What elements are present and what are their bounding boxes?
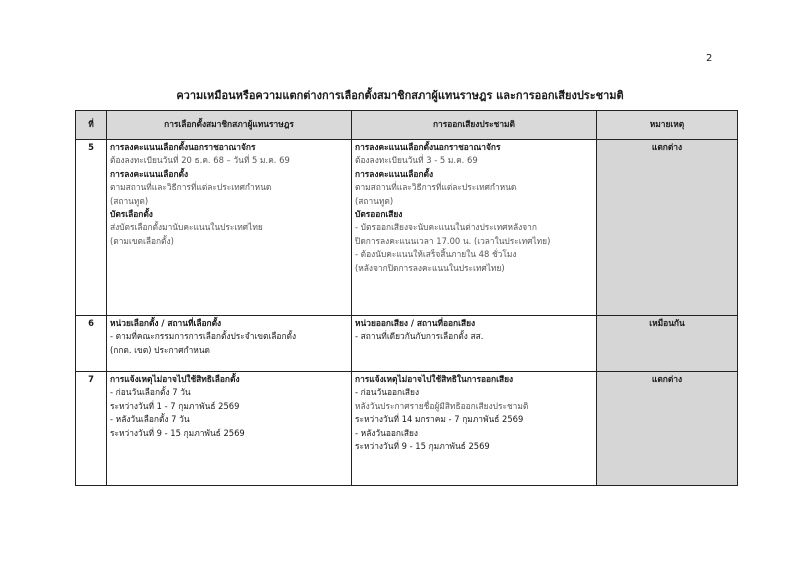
- text-line: - ก่อนวันเลือกตั้ง 7 วัน: [110, 387, 191, 398]
- text-line: ระหว่างวันที่ 9 - 15 กุมภาพันธ์ 2569: [110, 427, 245, 438]
- section-heading: การแจ้งเหตุไม่อาจไปใช้สิทธิในการออกเสียง: [355, 374, 514, 384]
- text-line: - ตามที่คณะกรรมการการเลือกตั้งประจำเขตเลือกตั้ง: [110, 331, 297, 342]
- section-heading: บัตรเลือกตั้ง: [110, 209, 153, 220]
- text-line: - สถานที่เดียวกันกับการเลือกตั้ง สส.: [355, 331, 484, 342]
- table-header-row: [76, 111, 738, 140]
- text-line: - หลังวันออกเสียง: [355, 427, 418, 438]
- header-election: การเลือกตั้งสมาชิกสภาผู้แทนราษฎร: [107, 111, 352, 140]
- header-remark: หมายเหตุ: [597, 111, 738, 140]
- text-line: (สถานทูต): [355, 195, 394, 206]
- text-line: (ตามเขตเลือกตั้ง): [110, 235, 174, 246]
- text-line: ตามสถานที่และวิธีการที่แต่ละประเทศกำหนด: [110, 182, 272, 193]
- row-number: 6: [76, 316, 107, 372]
- row-number: 5: [76, 140, 107, 316]
- row-number: 7: [76, 372, 107, 486]
- section-heading: การลงคะแนนเลือกตั้งนอกราชอาณาจักร: [110, 142, 256, 152]
- table-row: [76, 316, 738, 372]
- text-line: - บัตรออกเสียงจะนับคะแนนในต่างประเทศหลังจาก: [355, 222, 537, 233]
- section-heading: บัตรออกเสียง: [355, 209, 403, 220]
- header-referendum: การออกเสียงประชามติ: [352, 111, 597, 140]
- text-line: ระหว่างวันที่ 1 - 7 กุมภาพันธ์ 2569: [110, 400, 240, 411]
- page-number: 2: [706, 53, 713, 64]
- election-cell: [107, 140, 352, 316]
- section-heading: การลงคะแนนเลือกตั้ง: [110, 168, 189, 179]
- text-line: (สถานทูต): [110, 195, 149, 206]
- table-row: [76, 140, 738, 316]
- text-line: - ก่อนวันออกเสียง: [355, 387, 420, 398]
- section-heading: หน่วยเลือกตั้ง / สถานที่เลือกตั้ง: [110, 318, 222, 328]
- comparison-table: [75, 110, 738, 486]
- header-no: ที่: [76, 111, 107, 140]
- text-line: ส่งบัตรเลือกตั้งมานับคะแนนในประเทศไทย: [110, 222, 263, 233]
- text-line: ตามสถานที่และวิธีการที่แต่ละประเทศกำหนด: [355, 182, 517, 193]
- text-line: (กกต. เขต) ประกาศกำหนด: [110, 344, 210, 355]
- section-heading: หน่วยออกเสียง / สถานที่ออกเสียง: [355, 318, 476, 328]
- text-line: หลังวันประกาศรายชื่อผู้มีสิทธิออกเสียงประชามติ: [355, 400, 529, 411]
- text-line: ระหว่างวันที่ 14 มกราคม - 7 กุมภาพันธ์ 2569: [355, 414, 524, 425]
- election-cell: [107, 372, 352, 486]
- text-line: - ต้องนับคะแนนให้เสร็จสิ้นภายใน 48 ชั่วโมง: [355, 249, 517, 260]
- text-line: - หลังวันเลือกตั้ง 7 วัน: [110, 414, 190, 425]
- referendum-cell: [352, 140, 597, 316]
- remark-cell: แตกต่าง: [597, 372, 738, 486]
- election-cell: [107, 316, 352, 372]
- remark-cell: แตกต่าง: [597, 140, 738, 316]
- text-line: ต้องลงทะเบียนวันที่ 3 - 5 ม.ค. 69: [355, 155, 478, 166]
- text-line: (หลังจากปิดการลงคะแนนในประเทศไทย): [355, 262, 505, 273]
- document-title: ความเหมือนหรือความแตกต่างการเลือกตั้งสมาชิกสภาผู้แทนราษฎร และการออกเสียงประชามติ: [176, 89, 624, 102]
- referendum-cell: [352, 372, 597, 486]
- table-row: [76, 372, 738, 486]
- remark-cell: เหมือนกัน: [597, 316, 738, 372]
- text-line: ปิดการลงคะแนนเวลา 17.00 น. (เวลาในประเทศไทย): [355, 235, 551, 246]
- section-heading: การลงคะแนนเลือกตั้งนอกราชอาณาจักร: [355, 142, 501, 152]
- text-line: ระหว่างวันที่ 9 - 15 กุมภาพันธ์ 2569: [355, 441, 490, 452]
- section-heading: การลงคะแนนเลือกตั้ง: [355, 168, 434, 179]
- text-line: ต้องลงทะเบียนวันที่ 20 ธ.ค. 68 – วันที่ 5 ม.ค. 69: [110, 155, 290, 166]
- referendum-cell: [352, 316, 597, 372]
- section-heading: การแจ้งเหตุไม่อาจไปใช้สิทธิเลือกตั้ง: [110, 374, 240, 384]
